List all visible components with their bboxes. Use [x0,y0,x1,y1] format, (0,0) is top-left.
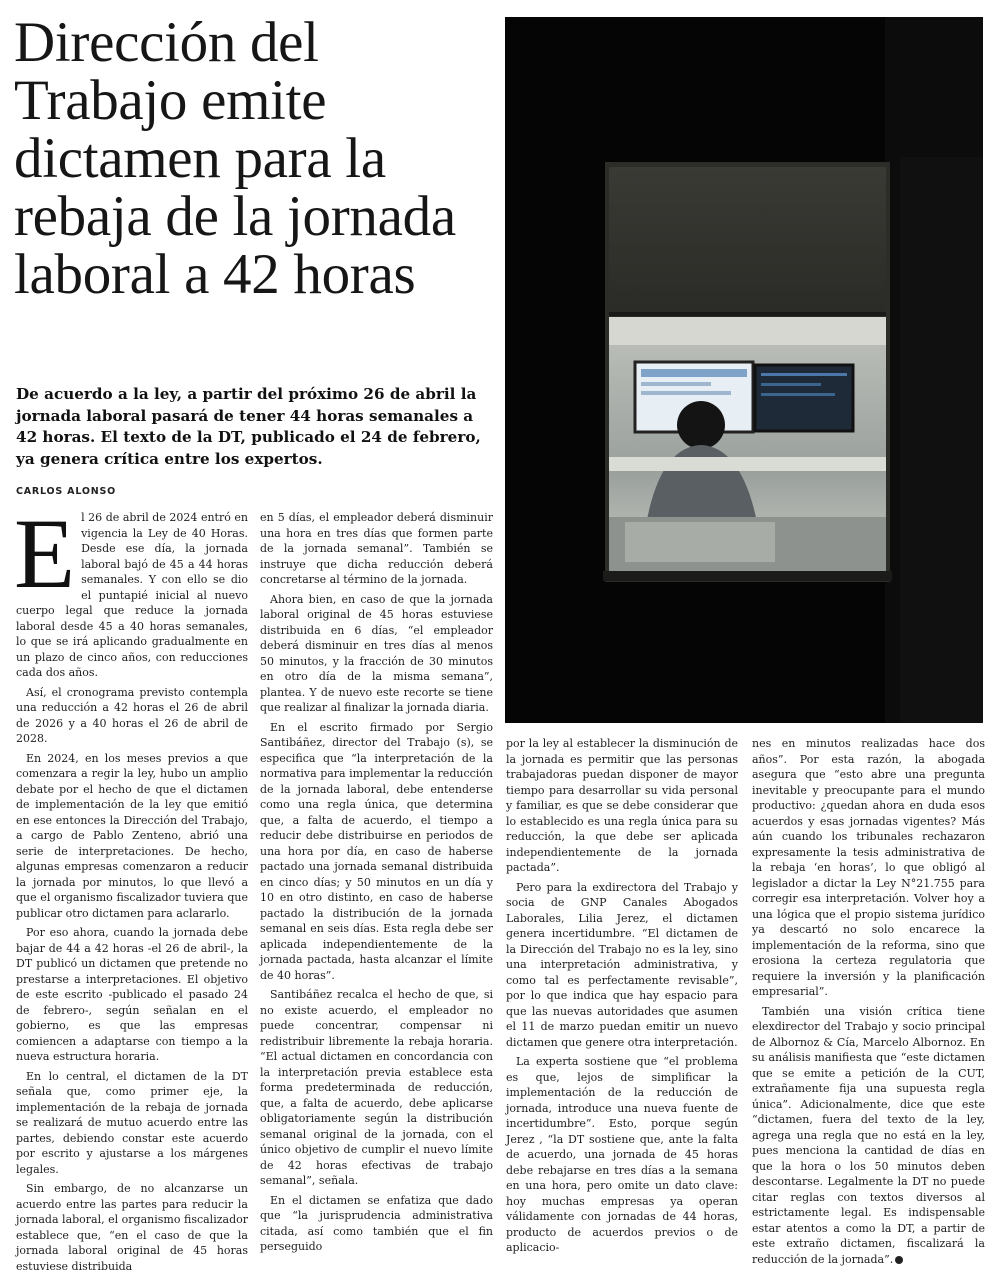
dropcap: E [14,498,76,609]
end-mark-icon [895,1256,903,1264]
article-column-3 [506,736,738,1254]
paragraph: En el dictamen se enfatiza que dado que “la jurisprudencia administrativa citada, así como también que el fin perseguido [260,1193,493,1253]
paragraph: En el escrito firmado por Sergio Santibáñez, director del Trabajo (s), se especifica que “la interpretación de la normativa para implementar la reducción de la jornada laboral, debe entenderse como una regla única, que determina que, a falta de acuerdo, el tiempo a reducir debe distribuirse en periodos de una hora por día, en caso de haberse pactado una jornada semanal distribuida en cinco días; y 50 minutos en un día y 10 en otro distinto, en caso de haberse pactado la distribución de la jornada semanal en seis días. Esta regla debe ser aplicada independientemente de la jornada pactada, hasta alcanzar el límite de 40 horas”. [260,720,493,982]
paragraph: Así, el cronograma previsto contempla una reducción a 42 horas el 26 de abril de 2026 y a 40 horas el 26 de abril de 2028. [16,685,248,745]
article-column-1 [14,498,248,1273]
subhead: De acuerdo a la ley, a partir del próximo 26 de abril la jornada laboral pasará de tener 44 horas semanales a 42 horas. El texto de la DT, publicado el 24 de febrero, ya genera crítica entre los expertos. [16,385,481,468]
paragraph: por la ley al establecer la disminución de la jornada es permitir que las personas trabajadoras puedan disponer de mayor tiempo para desarrollar su vida personal y familiar, es que se debe considerar que lo establecido es una regla única para su reducción, la que debe ser aplicada independientemente de la jornada pactada”. [506,737,738,874]
paragraph: En lo central, el dictamen de la DT señala que, como primer eje, la implementación de la rebaja de jornada se realizará de mutuo acuerdo entre las partes, debiendo constar este acuerdo por escrito y ajustarse a los márgenes legales. [16,1069,248,1176]
headline: Dirección del Trabajo emite dictamen para la rebaja de la jornada laboral a 42 horas [14,11,456,306]
paragraph: Pero para la exdirectora del Trabajo y socia de GNP Canales Abogados Laborales, Lilia Jerez, el dictamen genera incertidumbre. “El dictamen de la Dirección del Trabajo no es la ley, sino una interpretación administrativa, y como tal es perfectamente revisable”, por lo que indica que hay espacio para que las nuevas autoridades que asumen el 11 de marzo puedan emitir un nuevo dictamen que genere otra interpretación. [506,880,738,1049]
byline: CARLOS ALONSO [16,486,116,497]
article-column-2 [260,510,493,1253]
paragraph: También una visión crítica tiene elexdirector del Trabajo y socio principal de Albornoz & Cía, Marcelo Albornoz. En su análisis manifiesta que “este dictamen que se emite a petición de la CUT, extrañamente fija una supuesta regla única”. Adicionalmente, dice que este “dictamen, fuera del texto de la ley, agrega una regla que no está en la ley, pues menciona la cantidad de días en que la hora o los 50 minutos deben descontarse. Legalmente la DT no puede citar reglas con textos diversos al estrictamente legal. Es indispensable estar atentos a como la DT, a partir de este extraño dictamen, fiscalizará la reducción de la jornada”. [752,1004,985,1266]
paragraph: En 2024, en los meses previos a que comenzara a regir la ley, hubo un amplio debate por el hecho de que el dictamen de implementación de la ley que emitió en ese entonces la Dirección del Trabajo, a cargo de Pablo Zenteno, abrió una serie de interpretaciones. De hecho, algunas empresas comenzaron a reducir la jornada por minutos, lo que llevó a que el organismo fiscalizador tuviera que publicar otro dictamen para aclararlo. [16,751,248,920]
paragraph: nes en minutos realizadas hace dos años”. Por esta razón, la abogada asegura que “esto abre una pregunta inevitable y preocupante para el mundo productivo: ¿quedan ahora en duda esos acuerdos y esas jornadas vigentes? Más aún cuando los tribunales rechazaron expresamente la tesis administrativa de la rebaja ‘en horas’, lo que obligó al legislador a dictar la Ley N°21.755 para corregir esa interpretación. Volver hoy a una lógica que el propio sistema jurídico ya descartó no solo encarece la implementación de la reforma, sino que erosiona la certeza regulatoria que requiere la inversión y la planificación empresarial”. [752,737,985,998]
paragraph: Sin embargo, de no alcanzarse un acuerdo entre las partes para reducir la jornada laboral, el organismo fiscalizador establece que, “en el caso de que la jornada laboral original de 45 horas estuviese distribuida [16,1182,248,1273]
article-photo [505,17,983,723]
paragraph: La experta sostiene que “el problema es que, lejos de simplificar la implementación de la reducción de jornada, introduce una nueva fuente de incertidumbre”. Esto, porque según Jerez , “la DT sostiene que, ante la falta de acuerdo, una jornada de 45 horas debe rebajarse en tres días a la semana en una hora, pero omite un dato clave: hoy muchas empresas ya operan válidamente con jornadas de 44 horas, producto de acuerdos previos o de aplicacio- [506,1055,738,1254]
paragraph: Santibáñez recalca el hecho de que, si no existe acuerdo, el empleador no puede concentrar, compensar ni redistribuir libremente la rebaja horaria. “El actual dictamen en concordancia con la interpretación previa establece esta forma predeterminada de reducción, que, a falta de acuerdo, debe aplicarse obligatoriamente según la distribución semanal original de la jornada, con el único objetivo de cumplir el nuevo límite de 42 horas efectivas de trabajo semanal”, señala. [260,988,493,1187]
paragraph: en 5 días, el empleador deberá disminuir una hora en tres días que formen parte de la jornada semanal”. También se instruye que dicha reducción deberá concretarse al término de la jornada. [260,511,493,586]
paragraph: Ahora bien, en caso de que la jornada laboral original de 45 horas estuviese distribuida en 6 días, “el empleador deberá disminuir en tres días al menos 50 minutos, y la fracción de 30 minutos en otro día de la misma semana”, plantea. Y de nuevo este recorte se tiene que realizar al finalizar la jornada diaria. [260,592,493,714]
paragraph: El 26 de abril de 2024 entró en vigencia la Ley de 40 Horas. Desde ese día, la jornada laboral bajó de 45 a 44 horas semanales. Y con ello se dio el puntapié inicial al nuevo cuerpo legal que reduce la jornada laboral desde 45 a 40 horas semanales, lo que se irá aplicando gradualmente en un plazo de cinco años, con reducciones cada dos años. [14,498,248,679]
article-column-4 [752,736,985,1266]
paragraph: Por eso ahora, cuando la jornada debe bajar de 44 a 42 horas -el 26 de abril-, la DT publicó un dictamen que pretende no prestarse a interpretaciones. El objetivo de este escrito -publicado el pasado 24 de febrero-, según señalan en el gobierno, es que las empresas comiencen a adaptarse con tiempo a la nueva estructura horaria. [16,926,248,1063]
